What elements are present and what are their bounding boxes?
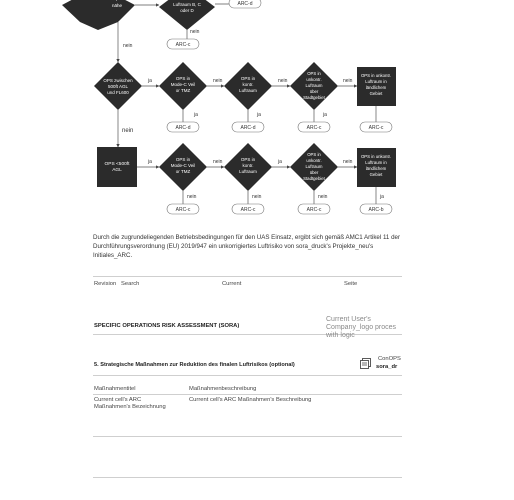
svg-text:nein: nein	[187, 194, 197, 200]
svg-text:nein: nein	[122, 128, 134, 134]
svg-text:Luftraum: Luftraum	[305, 83, 323, 88]
svg-text:OPS in: OPS in	[307, 152, 321, 157]
top-left-label-1	[108, 0, 126, 1]
svg-text:OPS in: OPS in	[175, 76, 191, 81]
divider-1	[93, 276, 402, 277]
svg-text:nein: nein	[318, 194, 328, 200]
footer-revision: Revision	[94, 281, 117, 287]
top-left-label-2: nähe	[111, 3, 123, 8]
svg-text:Luftraum: Luftraum	[305, 164, 323, 169]
conops-value: sora_dr	[376, 364, 398, 370]
svg-text:nein: nein	[252, 194, 262, 200]
svg-text:und FL600: und FL600	[107, 90, 129, 95]
svg-text:Stadtgebiet: Stadtgebiet	[303, 95, 325, 100]
svg-text:ja: ja	[380, 194, 384, 200]
svg-text:ARC-c: ARC-c	[368, 125, 384, 131]
svg-text:OPS in unkontr.: OPS in unkontr.	[360, 154, 392, 159]
table-header-description: Maßnahmenbeschreibung	[189, 386, 257, 392]
svg-text:ja: ja	[148, 159, 152, 165]
svg-text:or TMZ: or TMZ	[175, 88, 191, 93]
svg-text:ja: ja	[323, 112, 327, 118]
svg-text:ARC-d: ARC-d	[175, 125, 191, 131]
table-cell-title: Current cell's ARC Maßnahmen's Bezeichnung	[94, 397, 166, 410]
svg-text:or TMZ: or TMZ	[175, 169, 191, 174]
svg-text:Gebiet: Gebiet	[369, 91, 383, 96]
svg-text:Luftraum: Luftraum	[239, 169, 257, 174]
svg-text:ARC-c: ARC-c	[175, 207, 191, 213]
svg-text:über: über	[309, 170, 319, 175]
svg-text:ja: ja	[148, 78, 152, 84]
table-header-title: Maßnahmentitel	[94, 386, 136, 392]
svg-text:nein: nein	[343, 78, 353, 84]
doc-title: SPECIFIC OPERATIONS RISK ASSESSMENT (SORA)	[94, 323, 240, 329]
svg-text:Luftraum in: Luftraum in	[365, 79, 387, 84]
divider-5	[93, 477, 402, 478]
top-left-no: nein	[123, 43, 133, 49]
row2	[97, 143, 396, 214]
table-header-rule	[93, 394, 402, 395]
svg-text:Luftraum in: Luftraum in	[365, 160, 387, 165]
svg-text:Gebiet: Gebiet	[369, 172, 383, 177]
top-right-arc: ARC-d	[237, 1, 253, 7]
svg-text:ARC-c: ARC-c	[306, 207, 322, 213]
svg-text:ARC-c: ARC-c	[306, 125, 322, 131]
svg-text:OPS zwischen: OPS zwischen	[103, 78, 133, 83]
svg-text:AGL: AGL	[112, 168, 122, 173]
row1	[94, 62, 396, 147]
svg-text:ja: ja	[278, 159, 282, 165]
svg-text:OPS in: OPS in	[307, 71, 321, 76]
svg-text:kontr.: kontr.	[242, 82, 254, 87]
svg-text:OPS in: OPS in	[240, 76, 256, 81]
airspace-flowchart	[0, 0, 514, 225]
svg-text:Mode-C Veil: Mode-C Veil	[170, 82, 196, 87]
top-mid-label-1: Luftraum B, C	[173, 2, 201, 7]
svg-text:500ft AGL: 500ft AGL	[107, 84, 129, 89]
svg-text:nein: nein	[278, 78, 288, 84]
document-icon	[360, 358, 371, 369]
risk-paragraph: Durch die zugrundeliegenden Betriebsbedingungen für den UAS Einsatz, ergibt sich gemäß AMC1 Artikel 11 der Durchführungsverordnung (EU) 2019/947 ein unkorrigiertes Luftrisiko von sora_druck's Projekte_neu's Initiales_ARC.	[93, 234, 401, 259]
svg-text:OPS in unkontr.: OPS in unkontr.	[360, 73, 392, 78]
svg-text:Stadtgebiet: Stadtgebiet	[303, 176, 325, 181]
top-mid-label-2: oder D	[180, 8, 194, 13]
svg-text:kontr.: kontr.	[242, 163, 254, 168]
table-cell-description: Current cell's ARC Maßnahmen's Beschreibung	[189, 397, 312, 403]
footer-page: Seite	[344, 281, 358, 287]
top-fragment	[62, 0, 261, 62]
svg-text:ländlichem: ländlichem	[365, 85, 387, 90]
svg-text:nein: nein	[343, 159, 353, 165]
svg-text:ja: ja	[257, 112, 261, 118]
svg-text:nein: nein	[213, 78, 223, 84]
svg-text:OPS in: OPS in	[240, 157, 256, 162]
top-mid-arc: ARC-c	[175, 42, 191, 48]
svg-text:unkontr.: unkontr.	[306, 77, 322, 82]
divider-3	[93, 375, 402, 376]
svg-text:OPS <500ft: OPS <500ft	[104, 162, 130, 167]
section-title: 5. Strategische Maßnahmen zur Reduktion des finalen Luftrisikos (optional)	[94, 362, 295, 368]
conops-label: ConOPS	[378, 356, 401, 362]
svg-text:unkontr.: unkontr.	[306, 158, 322, 163]
svg-text:Mode-C Veil: Mode-C Veil	[170, 163, 196, 168]
footer-current: Current	[222, 281, 242, 287]
company-logo-placeholder: Current User's Company_logo proces with logic	[326, 316, 397, 339]
svg-text:nein: nein	[213, 159, 223, 165]
svg-text:über: über	[309, 89, 319, 94]
svg-text:Luftraum: Luftraum	[239, 88, 257, 93]
svg-text:ARC-c: ARC-c	[240, 207, 256, 213]
svg-text:ja: ja	[194, 112, 198, 118]
svg-text:ländlichem: ländlichem	[365, 166, 387, 171]
svg-text:OPS in: OPS in	[175, 157, 191, 162]
divider-4	[93, 436, 402, 437]
svg-text:ARC-d: ARC-d	[240, 125, 256, 131]
footer-search: Search	[121, 281, 140, 287]
svg-text:ARC-b: ARC-b	[368, 207, 384, 213]
top-mid-no: nein	[190, 29, 200, 35]
